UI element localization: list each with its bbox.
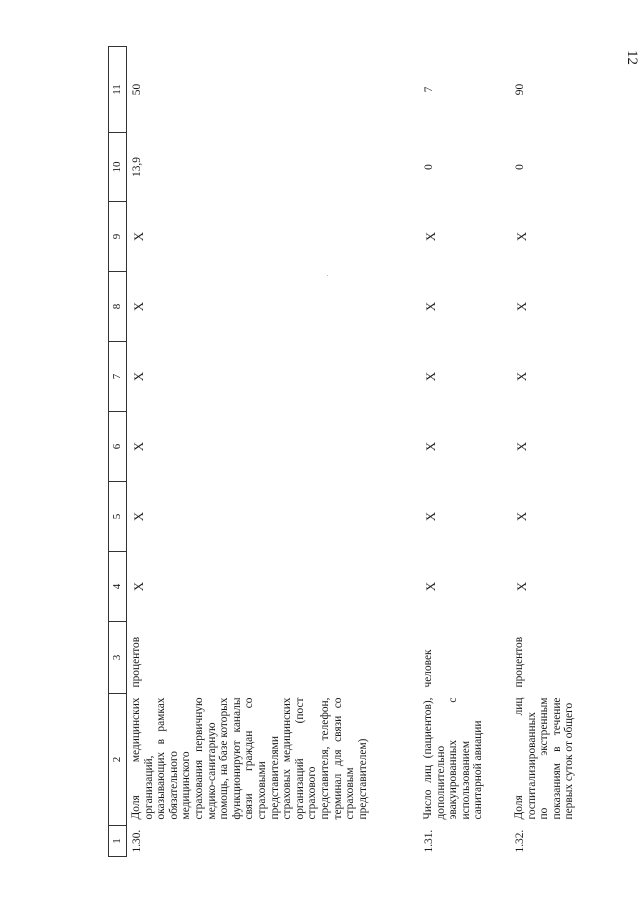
cell-col8: X: [423, 301, 438, 312]
col-header-11: 11: [109, 47, 127, 133]
row-number: 1.32.: [514, 829, 526, 853]
cell-col7: X: [514, 371, 529, 382]
cell-col10: 0: [514, 164, 526, 170]
cell-col8: X: [514, 301, 529, 312]
cell-col9: X: [131, 231, 146, 242]
indicator-name: Число лиц (пациентов), дополнительно эвакуированных с использованием санитарной авиации: [422, 697, 485, 820]
cell-col5: X: [131, 511, 146, 522]
col-header-2: 2: [109, 694, 127, 826]
cell-col5: X: [423, 511, 438, 522]
cell-col9: X: [514, 231, 529, 242]
indicator-table-rotated: [108, 47, 590, 857]
cell-col6: X: [131, 441, 146, 452]
cell-col11: 90: [514, 83, 526, 96]
table-row: [419, 47, 510, 857]
unit: процентов: [130, 636, 142, 688]
cell-col5: X: [514, 511, 529, 522]
row-number: 1.30.: [131, 829, 143, 853]
page-number: 12: [624, 50, 640, 65]
cell-col6: X: [423, 441, 438, 452]
row-number: 1.31.: [423, 829, 435, 853]
unit: человек: [422, 649, 434, 688]
indicator-table: [108, 46, 606, 857]
cell-col9: X: [423, 231, 438, 242]
indicator-name: Доля лиц госпитализированных по экстренным показаниям в течение первых суток от общего: [513, 697, 576, 820]
col-header-4: 4: [109, 552, 127, 622]
col-header-7: 7: [109, 342, 127, 412]
table-row: [510, 47, 606, 857]
cell-col4: X: [131, 581, 146, 592]
cell-col6: X: [514, 441, 529, 452]
col-header-1: 1: [109, 826, 127, 857]
col-header-6: 6: [109, 412, 127, 482]
col-header-5: 5: [109, 482, 127, 552]
cell-col10: 13,9: [131, 157, 143, 177]
cell-col7: X: [423, 371, 438, 382]
table-row: [127, 47, 420, 857]
cell-col11: 7: [423, 86, 435, 93]
col-header-10: 10: [109, 133, 127, 202]
cell-col4: X: [423, 581, 438, 592]
unit: процентов: [513, 636, 525, 688]
col-header-3: 3: [109, 622, 127, 694]
cell-col7: X: [131, 371, 146, 382]
cell-col11: 50: [131, 83, 143, 96]
cell-col4: X: [514, 581, 529, 592]
col-header-9: 9: [109, 202, 127, 272]
indicator-name: Доля медицинских организаций, оказывающих в рамках обязательного медицинского страхования первичную медико-санитарную помощь, на базе которых функционируют каналы связи граждан со страховыми представителями страховых медицинских организаций (пост страхового представителя, телефон, терминал для связи со страховым представителем): [130, 697, 369, 820]
col-header-8: 8: [109, 272, 127, 342]
cell-col10: 0: [423, 164, 435, 170]
cell-col8: X: [131, 301, 146, 312]
column-number-header: [109, 47, 127, 857]
